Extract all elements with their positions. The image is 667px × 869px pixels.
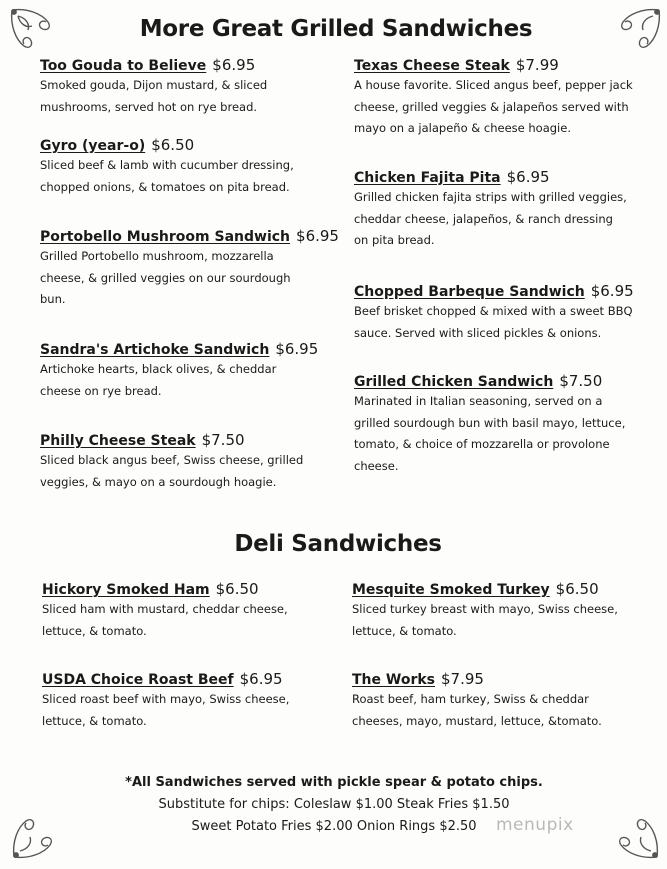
item-desc-line: lettuce, & tomato. (42, 713, 147, 728)
item-desc-line: cheeses, mayo, mustard, lettuce, &tomato. (352, 713, 602, 728)
item-desc-line: A house favorite. Sliced angus beef, pepper jack (354, 78, 633, 92)
item-price: $6.50 (151, 136, 195, 154)
section-title-grilled: More Great Grilled Sandwiches (139, 16, 533, 42)
footer-line: Substitute for chips: Coleslaw $1.00 Steak Fries $1.50 (158, 797, 510, 812)
item-desc-line: cheese. (354, 458, 399, 473)
item-desc-line: tomato, & choice of mozzarella or provolone (354, 437, 610, 451)
menu-item (354, 372, 659, 477)
item-price: $6.95 (590, 282, 634, 300)
item-desc-line: mushrooms, served hot on rye bread. (40, 99, 258, 114)
item-name: USDA Choice Roast Beef (42, 672, 234, 688)
menu-item (42, 580, 342, 642)
section-title-deli: Deli Sandwiches (234, 531, 442, 557)
item-price: $6.50 (215, 580, 259, 598)
item-name: Portobello Mushroom Sandwich (40, 229, 291, 245)
item-price: $7.99 (515, 56, 559, 74)
item-name: Hickory Smoked Ham (42, 582, 210, 598)
item-desc-line: Sliced black angus beef, Swiss cheese, grilled (40, 453, 304, 467)
item-desc-line: on pita bread. (354, 233, 435, 247)
item-desc-line: chopped onions, & tomatoes on pita bread. (40, 179, 290, 194)
menu-item (40, 136, 340, 198)
item-desc-line: bun. (40, 292, 66, 306)
item-price: $7.50 (559, 372, 603, 390)
menu-item (354, 282, 654, 344)
item-name: Chopped Barbeque Sandwich (354, 284, 585, 300)
menu-item (40, 56, 340, 118)
item-desc-line: lettuce, & tomato. (42, 623, 147, 638)
item-desc-line: cheddar cheese, jalapeños, & ranch dressing (354, 211, 613, 226)
item-desc-line: Marinated in Italian seasoning, served on a (354, 394, 603, 408)
item-price: $6.95 (296, 227, 339, 245)
item-desc-line: mayo on a jalapeño & cheese hoagie. (354, 121, 571, 135)
menu-item (354, 56, 654, 140)
item-price: $6.95 (275, 340, 319, 358)
menu-item (42, 670, 342, 732)
item-desc-line: Sliced ham with mustard, cheddar cheese, (42, 602, 288, 616)
item-desc-line: Sliced beef & lamb with cucumber dressing, (40, 158, 294, 172)
item-desc-line: Sliced turkey breast with mayo, Swiss cheese, (352, 602, 618, 616)
item-name: Philly Cheese Steak (40, 433, 196, 449)
item-price: $7.50 (201, 431, 245, 449)
menu-item (40, 227, 340, 311)
item-name: Too Gouda to Believe (40, 58, 207, 74)
item-name: Grilled Chicken Sandwich (354, 374, 554, 390)
item-desc-line: Roast beef, ham turkey, Swiss & cheddar (352, 692, 589, 706)
item-price: $6.95 (239, 670, 283, 688)
item-desc-line: Artichoke hearts, black olives, & cheddar (40, 362, 277, 376)
item-desc-line: cheese on rye bread. (40, 383, 162, 398)
menu-item (352, 580, 652, 642)
item-name: The Works (352, 672, 435, 688)
item-name: Chicken Fajita Pita (354, 170, 501, 186)
item-price: $6.95 (212, 56, 256, 74)
item-desc-line: sauce. Served with sliced pickles & onions. (354, 325, 602, 340)
item-desc-line: lettuce, & tomato. (352, 623, 457, 638)
footer-line: Sweet Potato Fries $2.00 Onion Rings $2.50 (191, 819, 477, 834)
item-desc-line: Beef brisket chopped & mixed with a sweet BBQ (354, 304, 633, 318)
item-price: $6.95 (506, 168, 550, 186)
item-name: Texas Cheese Steak (354, 58, 510, 74)
watermark: menupix (496, 815, 574, 835)
item-desc-line: Sliced roast beef with mayo, Swiss cheese, (42, 692, 290, 706)
menu-item (40, 431, 340, 493)
item-desc-line: Grilled Portobello mushroom, mozzarella (40, 249, 274, 263)
item-desc-line: cheese, grilled veggies & jalapeños served with (354, 99, 629, 114)
item-desc-line: Grilled chicken fajita strips with grilled veggies, (354, 190, 627, 204)
item-desc-line: veggies, & mayo on a sourdough hoagie. (40, 474, 277, 489)
item-desc-line: Smoked gouda, Dijon mustard, & sliced (40, 78, 268, 92)
item-name: Mesquite Smoked Turkey (352, 582, 550, 598)
item-desc-line: grilled sourdough bun with basil mayo, lettuce, (354, 415, 626, 430)
item-price: $6.50 (555, 580, 599, 598)
menu-item (354, 168, 654, 252)
item-name: Gyro (year-o) (40, 138, 146, 154)
menu-item (40, 340, 340, 402)
item-price: $7.95 (441, 670, 484, 688)
item-desc-line: cheese, & grilled veggies on our sourdough (40, 270, 291, 285)
menu-item (352, 670, 652, 732)
item-name: Sandra's Artichoke Sandwich (40, 342, 270, 358)
footer-line: *All Sandwiches served with pickle spear & potato chips. (125, 775, 543, 790)
